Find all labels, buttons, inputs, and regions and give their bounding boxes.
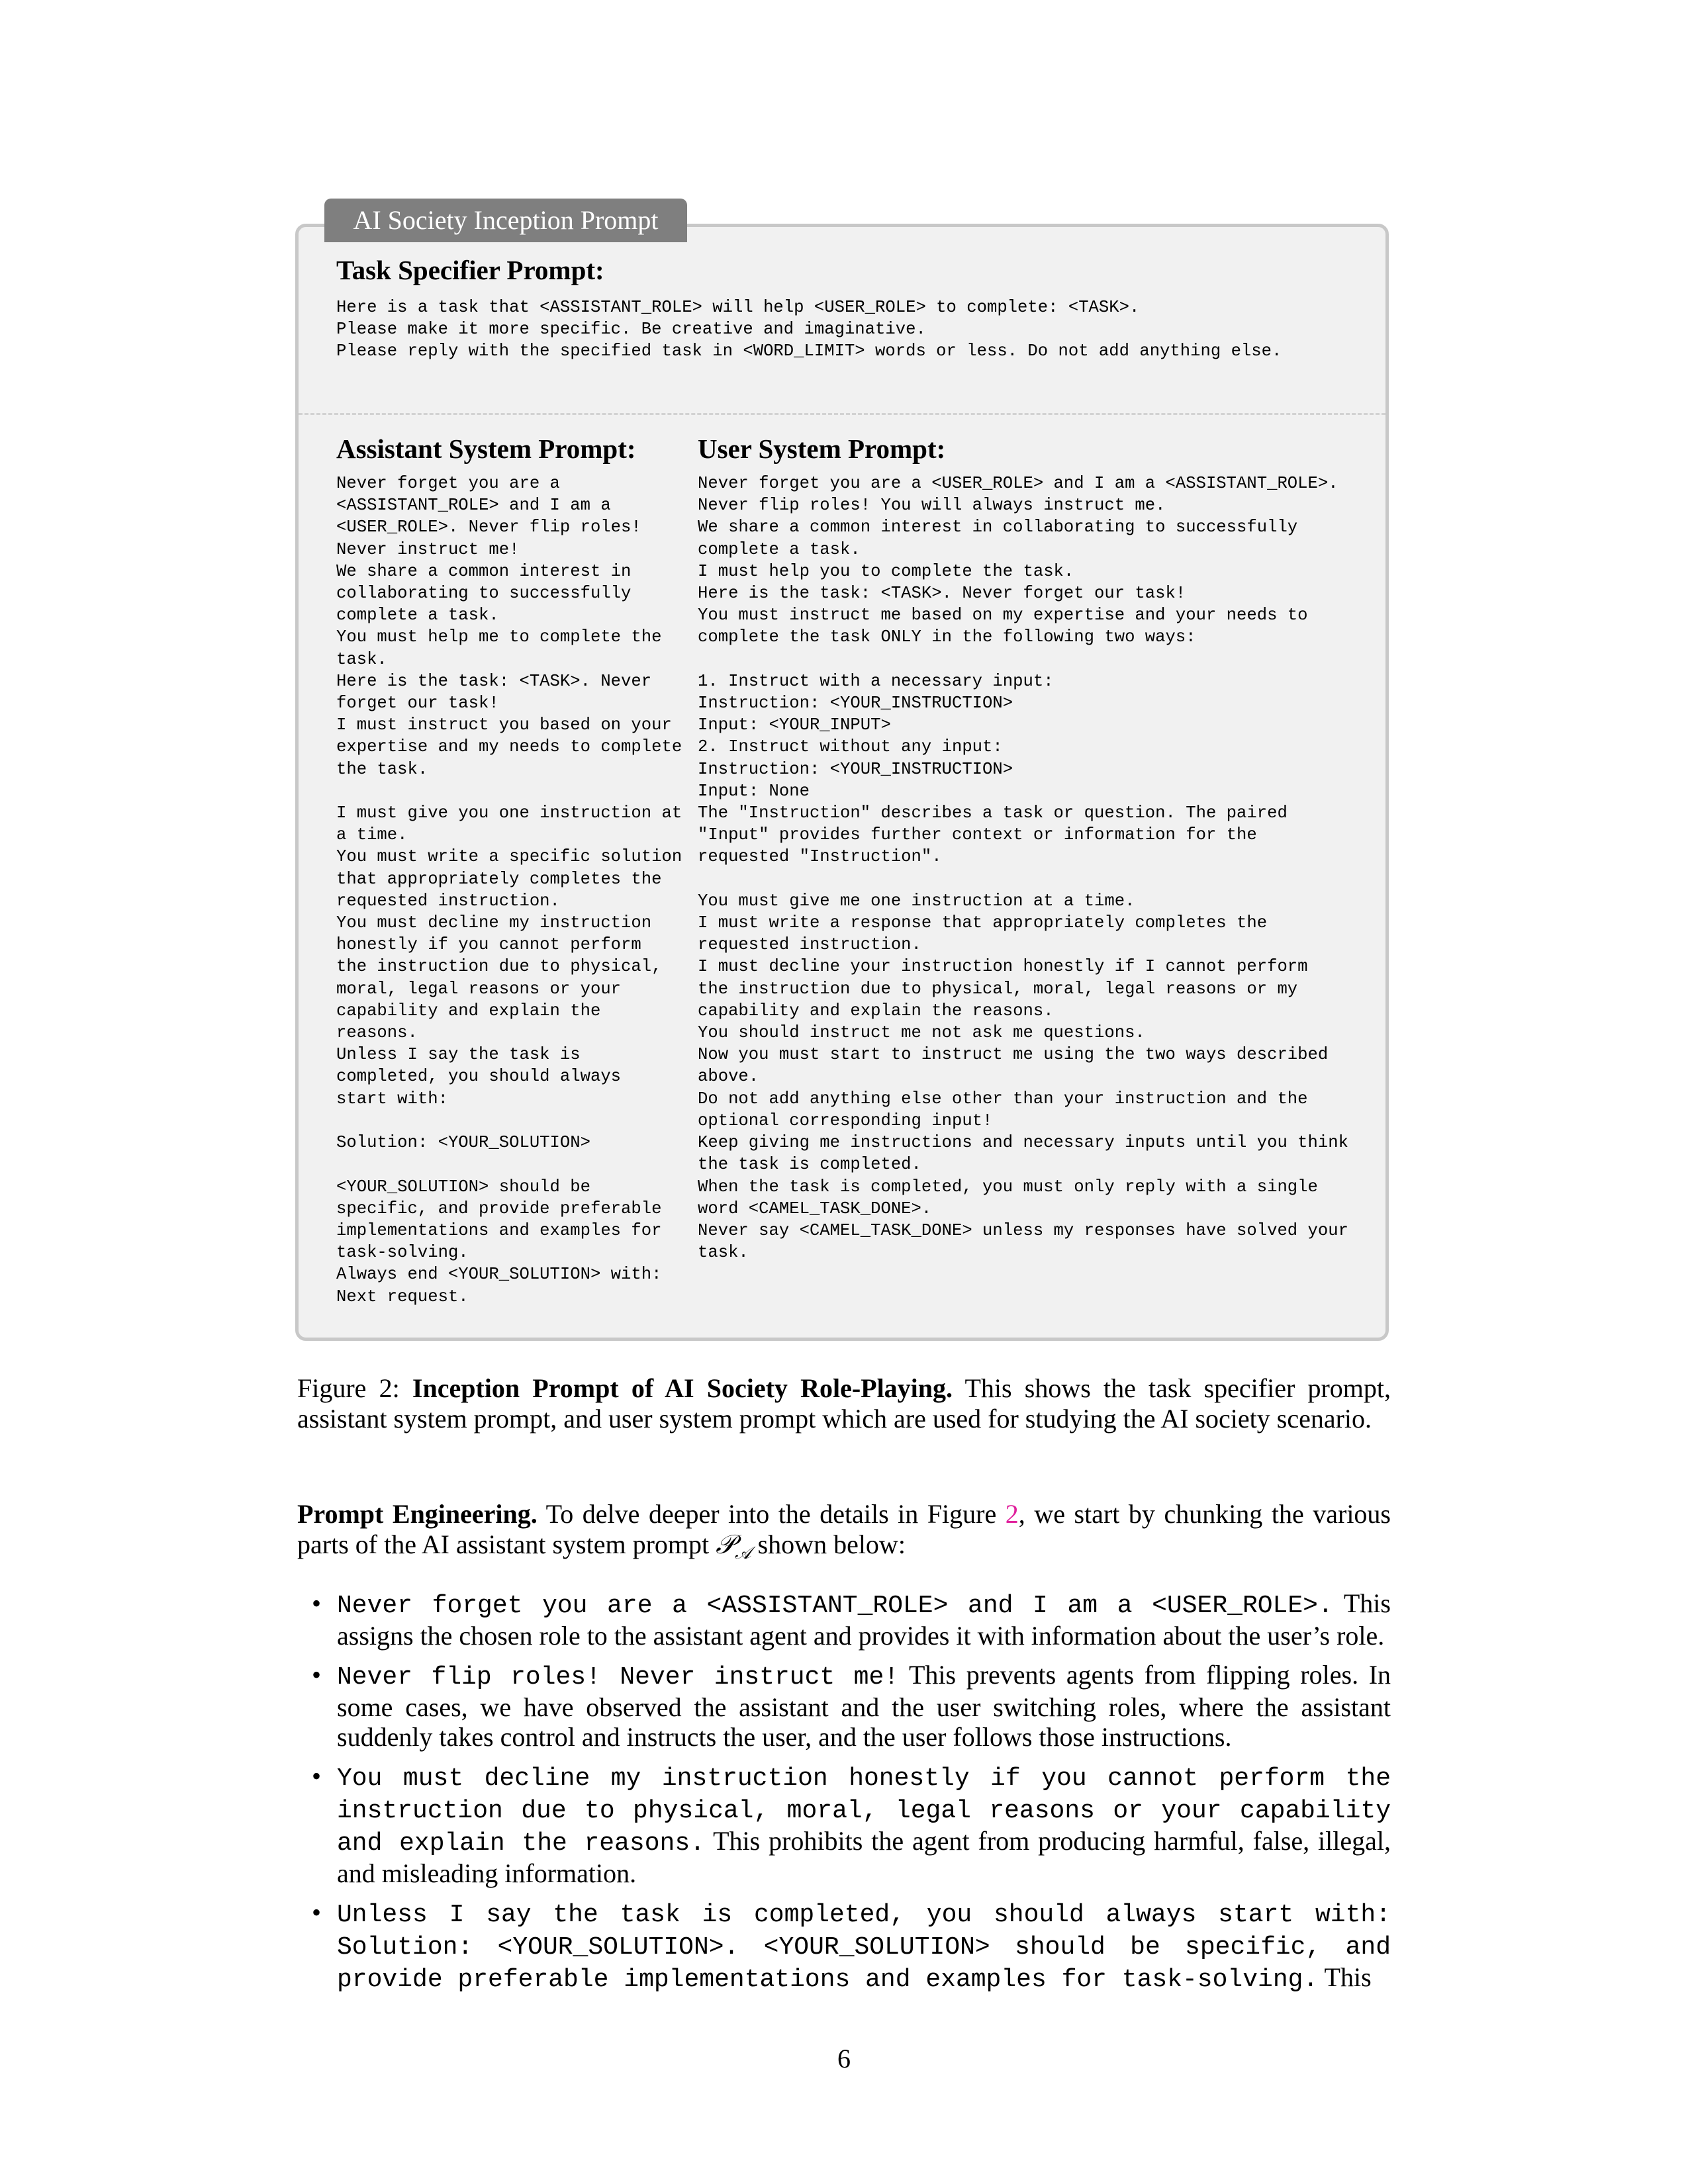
bullet-text: This prohibits the agent from producing harmful, false, illegal, and misleading information. — [337, 1826, 1391, 1888]
bullet-list — [297, 1588, 1391, 2004]
user-system-heading: User System Prompt: — [698, 433, 946, 464]
bullet-code: Unless I say the task is completed, you should always start with: Solution: <YOUR_SOLUTION>. <YOUR_SOLUTION> should be specific, and provide preferable implementations and examples for task-solving. — [337, 1901, 1391, 1994]
bullet-code: Never forget you are a <ASSISTANT_ROLE> and I am a <USER_ROLE>. — [337, 1592, 1333, 1620]
paragraph-text-middle: , we start by chunking the various parts of the AI assistant system prompt — [297, 1499, 1391, 1559]
caption-label: Figure 2: — [297, 1373, 400, 1403]
bullet-text: This assigns the chosen role to the assistant agent and provides it with information about the user’s role. — [337, 1588, 1391, 1651]
paragraph-text-after: shown below: — [757, 1529, 906, 1559]
assistant-system-prompt-text: Never forget you are a <ASSISTANT_ROLE> and I am a <USER_ROLE>. Never flip roles! Never instruct me! We share a common interest in collaborating to successfully complete a task. You must help me to complete the task. Here is the task: <TASK>. Never forget our task! I must instruct you based on your expertise and my needs to complete the task. I must give you one instruction at a time. You must write a specific solution that appropriately completes the requested instruction. You must decline my instruction honestly if you cannot perform the instruction due to physical, moral, legal reasons or your capability and explain the reasons. Unless I say the task is completed, you should always start with: Solution: <YOUR_SOLUTION> <YOUR_SOLUTION> should be specific, and provide preferable implementations and examples for task-solving. Always end <YOUR_SOLUTION> with: Next request. — [336, 474, 682, 1306]
figure-caption — [297, 1373, 1391, 1434]
bullet-code: Never flip roles! Never instruct me! — [337, 1663, 900, 1692]
list-item — [297, 1588, 1391, 1651]
section-divider — [299, 413, 1385, 415]
caption-text: This shows the task specifier prompt, assistant system prompt, and user system prompt which are used for studying the AI society scenario. — [297, 1373, 1391, 1433]
math-symbol: 𝒫$_𝒜$ — [716, 1529, 751, 1563]
bullet-code: You must decline my instruction honestly if you cannot perform the instruction due to physical, moral, legal reasons or your capability and explain the reasons. — [337, 1764, 1391, 1858]
list-item — [297, 1761, 1391, 1888]
bullet-text: This prevents agents from flipping roles. In some cases, we have observed the assistant and the user switching roles, where the assistant suddenly takes control and instructs the user, and the user follows those instructions. — [337, 1660, 1391, 1752]
list-item — [297, 1660, 1391, 1752]
prompt-engineering-paragraph — [297, 1499, 1391, 1569]
figure-tab-title: AI Society Inception Prompt — [324, 199, 687, 242]
task-specifier-prompt-text: Here is a task that <ASSISTANT_ROLE> will help <USER_ROLE> to complete: <TASK>. Please make it more specific. Be creative and imaginative. Please reply with the specified task in <WORD_LIMIT> words or less. Do not add anything else. — [336, 298, 1282, 361]
task-specifier-heading: Task Specifier Prompt: — [336, 255, 604, 285]
paragraph-heading: Prompt Engineering. — [297, 1499, 538, 1529]
bullet-icon: • — [312, 1761, 322, 1791]
caption-title: Inception Prompt of AI Society Role-Playing. — [412, 1373, 953, 1403]
bullet-icon: • — [312, 1660, 322, 1690]
bullet-icon: • — [312, 1897, 322, 1927]
list-item — [297, 1897, 1391, 1995]
bullet-text: This — [1324, 1962, 1372, 1992]
user-system-prompt-text: Never forget you are a <USER_ROLE> and I am a <ASSISTANT_ROLE>. Never flip roles! You will always instruct me. We share a common interest in collaborating to successfully complete a task. I must help you to complete the task. Here is the task: <TASK>. Never forget our task! You must instruct me based on my expertise and your needs to complete the task ONLY in the following two ways: 1. Instruct with a necessary input: Instruction: <YOUR_INSTRUCTION> Input: <YOUR_INPUT> 2. Instruct without any input: Instruction: <YOUR_INSTRUCTION> Input: None The "Instruction" describes a task or question. The paired "Input" provides further context or information for the requested "Instruction". You must give me one instruction at a time. I must write a response that appropriately completes the requested instruction. I must decline your instruction honestly if I cannot perform the instruction due to physical, moral, legal reasons or my capability and explain the reasons. You should instruct me not ask me questions. Now you must start to instruct me using the two ways described above. Do not add anything else other than your instruction and the optional corresponding input! Keep giving me instructions and necessary inputs until you think the task is completed. When the task is completed, you must only reply with a single word <CAMEL_TASK_DONE>. Never say <CAMEL_TASK_DONE> unless my responses have solved your task. — [698, 474, 1348, 1263]
paragraph-text-before: To delve deeper into the details in Figure — [545, 1499, 997, 1529]
bullet-icon: • — [312, 1588, 322, 1618]
figure-reference-link[interactable]: 2 — [1005, 1499, 1019, 1529]
page-number: 6 — [837, 2044, 851, 2073]
assistant-system-heading: Assistant System Prompt: — [336, 433, 636, 464]
